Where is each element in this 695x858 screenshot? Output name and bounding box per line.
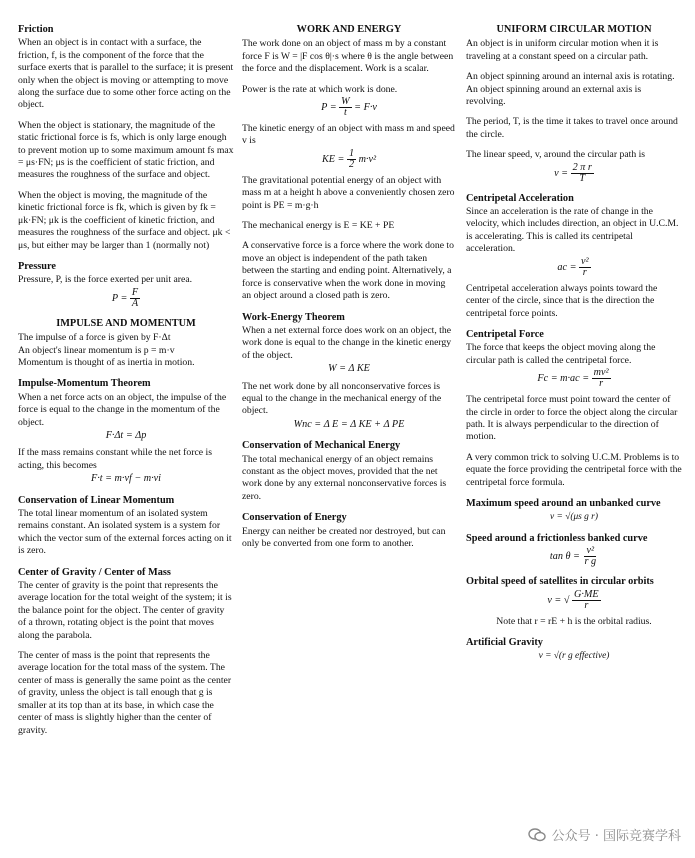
ucm-section bbox=[466, 24, 682, 184]
cf-equation bbox=[466, 368, 682, 389]
centripetal-force-section bbox=[466, 329, 682, 489]
speed-eq-den: T bbox=[579, 172, 586, 184]
pressure-section bbox=[18, 261, 234, 309]
work-text-3: The kinetic energy of an object with mass m and speed v is bbox=[242, 123, 455, 147]
impulse-line-3: Momentum is thought of as inertia in motion. bbox=[18, 356, 195, 368]
wet-equation-1: W = Δ KE bbox=[328, 363, 370, 375]
work-energy-heading: WORK AND ENERGY bbox=[296, 24, 402, 35]
ke-eq-rhs: m·v² bbox=[358, 153, 377, 165]
pressure-eq-num: F bbox=[131, 286, 139, 298]
ca-eq-lhs: ac = bbox=[557, 261, 577, 273]
artificial-gravity-section bbox=[466, 637, 682, 663]
imt-text-1: When a net force acts on an object, the impulse of the force is equal to the change in the momentum of the object. bbox=[18, 391, 227, 428]
work-text-2: Power is the rate at which work is done. bbox=[242, 83, 398, 95]
ms-equation: v = √(μs g r) bbox=[550, 512, 598, 523]
friction-text-3: When the object is moving, the magnitude of the kinetic frictional force is fk, which is given by fk = μk·FN; μk is the coefficient of kinetic friction, and measures the roughness of the surface and object. μk < μs, but either may be larger than 1 (normally not) bbox=[18, 189, 231, 251]
ca-heading: Centripetal Acceleration bbox=[466, 192, 574, 204]
friction-section bbox=[18, 24, 234, 252]
ke-fraction bbox=[347, 149, 356, 170]
cf-eq-den: r bbox=[599, 378, 604, 390]
sb-eq-num: v² bbox=[586, 545, 595, 557]
wet-heading: Work-Energy Theorem bbox=[242, 311, 345, 323]
ca-text-2: Centripetal acceleration always points toward the center of the circle, since that is the direction the centripetal force points. bbox=[466, 282, 658, 319]
ca-eq-den: r bbox=[582, 266, 587, 278]
work-energy-theorem-section bbox=[242, 312, 456, 432]
max-speed-unbanked-section bbox=[466, 498, 682, 524]
sb-heading: Speed around a frictionless banked curve bbox=[466, 532, 648, 544]
ca-eq-num: v² bbox=[581, 255, 589, 267]
impulse-heading: IMPULSE AND MOMENTUM bbox=[56, 317, 196, 329]
cog-heading: Center of Gravity / Center of Mass bbox=[18, 566, 171, 578]
sb-eq-den: r g bbox=[584, 556, 597, 568]
clm-text: The total linear momentum of an isolated system remains constant. An isolated system is a system for which the vector sum of the external forces acting on it is zero. bbox=[18, 508, 232, 557]
wechat-icon bbox=[528, 828, 546, 842]
os-eq-lhs: v = √ bbox=[547, 594, 570, 606]
clm-heading: Conservation of Linear Momentum bbox=[18, 494, 175, 506]
conservation-energy-section bbox=[242, 512, 456, 550]
power-eq-rhs: = F·v bbox=[354, 101, 377, 113]
work-text-6: A conservative force is a force where the work done to move an object is independent of the path taken between the starting and ending point. Alternatively, a force is conservative when the work done in moving an object around a closed path is zero. bbox=[242, 240, 454, 302]
orbital-speed-section bbox=[466, 576, 682, 628]
ucm-text-2: An object spinning around an internal axis is rotating. An object spinning around an external axis is revolving. bbox=[466, 71, 675, 108]
impulse-line-2: An object's linear momentum is p = m·v bbox=[18, 344, 175, 356]
work-energy-section bbox=[242, 24, 456, 303]
imt-equation-2: F·t = m·vf − m·vi bbox=[90, 473, 162, 485]
ucm-text-3: The period, T, is the time it takes to travel once around the circle. bbox=[466, 116, 678, 140]
pressure-eq-lhs: P = bbox=[111, 292, 128, 304]
cf-eq-num: mv² bbox=[593, 367, 609, 379]
speed-eq-num: 2 π r bbox=[572, 161, 592, 173]
power-eq-lhs: P = bbox=[321, 101, 337, 113]
ag-heading: Artificial Gravity bbox=[466, 637, 543, 648]
ag-equation: v = √(r g effective) bbox=[538, 651, 610, 662]
cog-text-2: The center of mass is the point that represents the average location for the total mass of the system. The center of mass is generally the same point as the center of gravity, unless the object is tall enough that g is smaller at its top than at its base, in which case the center of mass is slightly higher than the center of gravity. bbox=[18, 650, 232, 736]
pressure-fraction bbox=[130, 288, 140, 309]
banked-curve-section bbox=[466, 533, 682, 567]
os-fraction bbox=[572, 590, 601, 611]
os-equation bbox=[466, 590, 682, 611]
wet-text-2: The net work done by all nonconservative forces is equal to the change in the mechanical energy of the object. bbox=[242, 380, 442, 417]
cf-text-1: The force that keeps the object moving along the circular path is called the centripetal force. bbox=[466, 342, 656, 366]
cf-heading: Centripetal Force bbox=[466, 328, 544, 340]
center-of-gravity-section bbox=[18, 567, 234, 737]
ke-eq-lhs: KE = bbox=[321, 153, 345, 165]
column-3 bbox=[466, 24, 682, 672]
cf-fraction bbox=[592, 368, 611, 389]
power-eq-num: W bbox=[341, 96, 350, 108]
cme-heading: Conservation of Mechanical Energy bbox=[242, 440, 401, 452]
ucm-heading: UNIFORM CIRCULAR MOTION bbox=[496, 24, 652, 35]
linear-speed-equation bbox=[466, 163, 682, 184]
kinetic-energy-equation bbox=[242, 149, 456, 170]
ucm-text-1: An object is in uniform circular motion when it is traveling at a constant speed on a circular path. bbox=[466, 38, 659, 62]
centripetal-acceleration-section bbox=[466, 193, 682, 320]
ke-eq-num: 1 bbox=[348, 147, 355, 159]
ce-text: Energy can neither be created nor destroyed, but can only be converted from one form to another. bbox=[242, 525, 446, 549]
impulse-section bbox=[18, 318, 234, 370]
ca-text-1: Since an acceleration is the rate of change in the velocity, which includes direction, an object in U.C.M. is accelerating. This is called its centripetal acceleration. bbox=[466, 206, 679, 255]
pressure-heading: Pressure bbox=[18, 260, 56, 272]
pressure-equation bbox=[18, 288, 234, 309]
power-equation bbox=[242, 97, 456, 118]
cog-text-1: The center of gravity is the point that represents the average location for the total weight of the system; it is the balance point for the object. The center of gravity of a thrown, rotating object is the point that moves along the parabola. bbox=[18, 580, 232, 641]
pressure-text: Pressure, P, is the force exerted per unit area. bbox=[18, 274, 193, 286]
os-eq-den: r bbox=[584, 599, 589, 611]
sb-equation bbox=[466, 546, 682, 567]
os-note: Note that r = rE + h is the orbital radius. bbox=[496, 615, 652, 627]
impulse-line-1: The impulse of a force is given by F·Δt bbox=[18, 332, 171, 344]
cf-eq-lhs: Fc = m·ac = bbox=[537, 372, 590, 384]
cf-text-3: A very common trick to solving U.C.M. Problems is to equate the force providing the centripetal force with the centripetal force formula. bbox=[466, 451, 682, 488]
friction-heading: Friction bbox=[18, 24, 54, 35]
watermark-text: 公众号 · 国际竞赛学科 bbox=[551, 829, 681, 844]
friction-text-2: When the object is stationary, the magnitude of the static frictional force is fs, which is only large enough to prevent motion up to some maximum amount fs max = μs·FN; μs is the coefficient of static friction, and measures the roughness of the surface and object. bbox=[18, 119, 234, 181]
speed-eq-lhs: v = bbox=[554, 167, 569, 179]
os-eq-num: G·ME bbox=[574, 588, 599, 600]
cf-text-2: The centripetal force must point toward the center of the circle in order to force the object along the circular path. It is always perpendicular to the direction of motion. bbox=[466, 394, 678, 443]
work-text-4: The gravitational potential energy of an object with mass m at a height h above a conveniently chosen zero point is PE = m·g·h bbox=[242, 174, 455, 211]
os-heading: Orbital speed of satellites in circular orbits bbox=[466, 576, 654, 588]
ke-eq-den: 2 bbox=[348, 158, 355, 170]
power-eq-den: t bbox=[343, 107, 347, 119]
ce-heading: Conservation of Energy bbox=[242, 512, 347, 524]
column-2 bbox=[242, 24, 456, 559]
ca-fraction bbox=[579, 257, 591, 278]
cme-text: The total mechanical energy of an object remains constant as the object moves, provided that the net work done by any external nonconservative forces is zero. bbox=[242, 453, 447, 502]
ms-heading: Maximum speed around an unbanked curve bbox=[466, 497, 661, 509]
conservation-linear-momentum-section bbox=[18, 495, 234, 558]
sb-eq-lhs: tan θ = bbox=[549, 551, 580, 563]
impulse-momentum-theorem-section bbox=[18, 378, 234, 485]
conservation-mechanical-energy-section bbox=[242, 440, 456, 503]
column-1 bbox=[18, 24, 234, 746]
work-text-1: The work done on an object of mass m by a constant force F is W = |F cos θ|·s where θ is the angle between the force and the displacement. Work is a scalar. bbox=[242, 38, 454, 75]
imt-heading: Impulse-Momentum Theorem bbox=[18, 378, 151, 390]
speed-fraction bbox=[571, 163, 594, 184]
work-text-5: The mechanical energy is E = KE + PE bbox=[242, 220, 395, 232]
imt-text-2: If the mass remains constant while the net force is acting, this becomes bbox=[18, 447, 212, 471]
pressure-eq-den: A bbox=[131, 297, 139, 309]
friction-text-1: When an object is in contact with a surface, the friction, f, is the component of the force that the surface exerts that is parallel to the surface; it is present only when the object is moving or attempting to move along the surface due to some other force acting on the object. bbox=[18, 37, 234, 111]
sb-fraction bbox=[582, 546, 598, 567]
watermark bbox=[528, 825, 681, 844]
wet-equation-2: Wnc = Δ E = Δ KE + Δ PE bbox=[293, 418, 405, 430]
ucm-text-4: The linear speed, v, around the circular path is bbox=[466, 149, 646, 161]
power-fraction bbox=[339, 97, 352, 118]
wet-text-1: When a net external force does work on an object, the work done is equal to the change in the kinetic energy of the object. bbox=[242, 324, 452, 361]
ca-equation bbox=[466, 257, 682, 278]
imt-equation-1: F·Δt = Δp bbox=[105, 429, 147, 441]
